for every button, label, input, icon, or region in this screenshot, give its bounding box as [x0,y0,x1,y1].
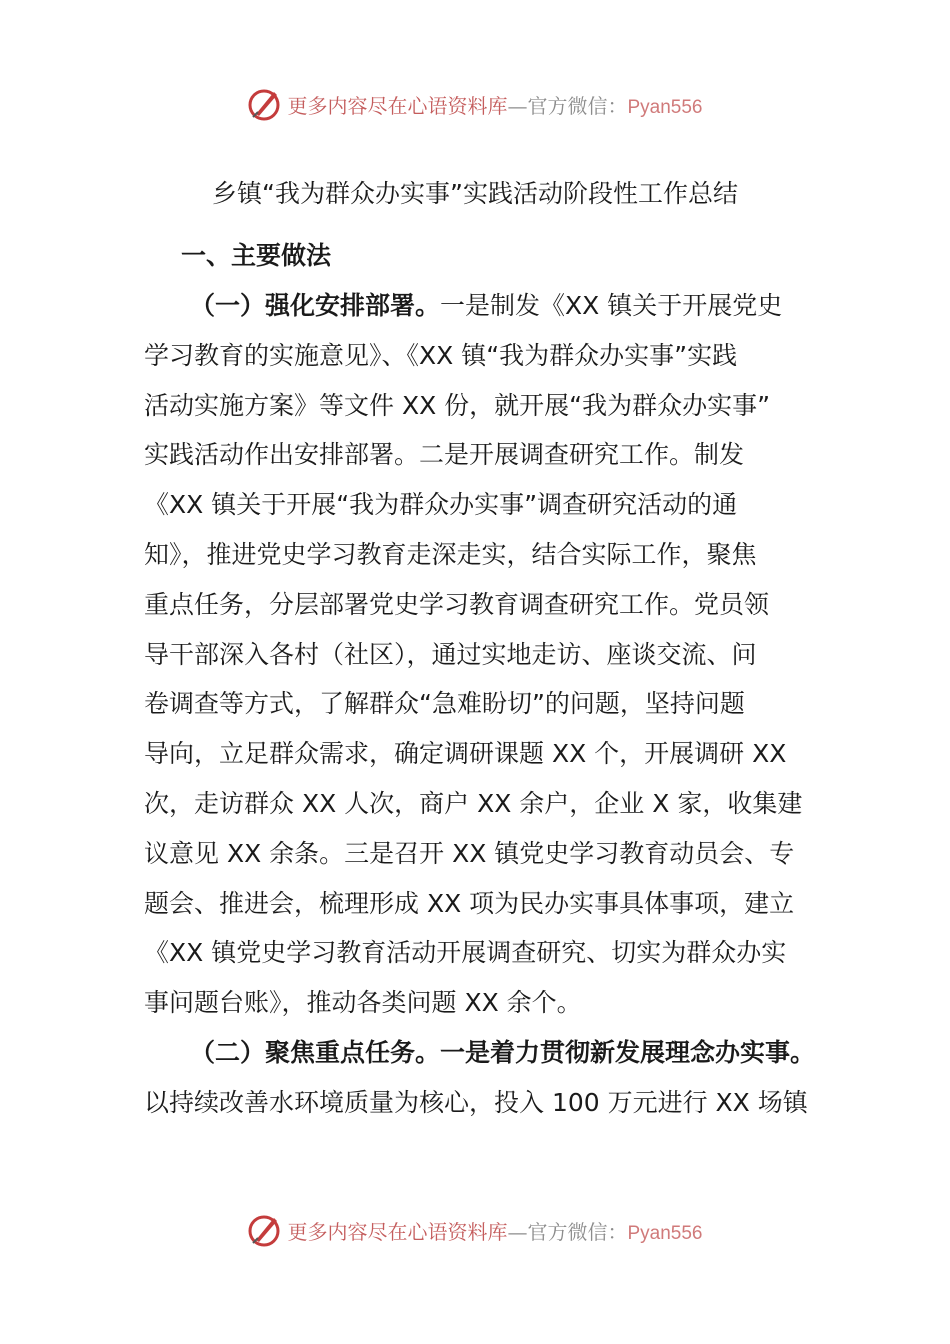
banner-wechat-id: Pyan556 [627,96,703,118]
paragraph-line: 次，走访群众 XX 人次，商户 XX 余户，企业 X 家，收集建 [144,788,803,818]
paragraph-line [144,281,824,331]
section-heading: 一、主要做法 [181,241,332,270]
paragraph-line: 实践活动作出安排部署。二是开展调查研究工作。制发 [144,440,745,470]
paragraph-line: 卷调查等方式，了解群众“急难盼切”的问题，坚持问题 [144,689,745,719]
banner-wechat-label: 官方微信： [527,93,628,118]
banner-dash: — [507,93,528,118]
footer-banner [0,1210,950,1250]
paragraph-line: 导向，立足群众需求，确定调研课题 XX 个，开展调研 XX [144,739,787,769]
quill-logo-icon [247,86,283,122]
banner-site-text: 更多内容尽在心语资料库 [287,93,508,118]
paragraph-line: 活动实施方案》等文件 XX 份，就开展“我为群众办实事” [144,390,771,420]
paragraph-1 [144,281,824,1028]
paragraph-line: 《XX 镇党史学习教育活动开展调查研究、切实为群众办实 [144,938,787,968]
paragraph-lead: （一）强化安排部署。 [190,291,441,320]
banner-text [287,90,702,119]
paragraph-2 [144,1028,824,1128]
paragraph-line: 题会、推进会，梳理形成 XX 项为民办实事具体事项，建立 [144,888,795,918]
quill-logo-icon [247,1212,283,1248]
banner-wechat-label: 官方微信： [527,1219,628,1244]
paragraph-line: 重点任务，分层部署党史学习教育调查研究工作。党员领 [144,589,770,619]
paragraph-line: 导干部深入各村（社区），通过实地走访、座谈交流、问 [144,639,757,669]
paragraph-lead: （二）聚焦重点任务。一是着力贯彻新发展理念办实事。 [190,1038,816,1067]
paragraph-line: 《XX 镇关于开展“我为群众办实事”调查研究活动的通 [144,490,738,520]
banner-wechat-id: Pyan556 [627,1222,703,1244]
banner-site-text: 更多内容尽在心语资料库 [287,1219,508,1244]
document-title: 乡镇“我为群众办实事”实践活动阶段性工作总结 [212,179,738,208]
banner-text [287,1216,702,1245]
paragraph-line: 事问题台账》，推动各类问题 XX 余个。 [144,988,582,1018]
header-banner [0,84,950,124]
paragraph-line: 以持续改善水环境质量为核心，投入 100 万元进行 XX 场镇 [144,1087,808,1117]
paragraph-text: 一是制发《XX 镇关于开展党史 [440,291,783,320]
paragraph-line: 知》，推进党史学习教育走深走实，结合实际工作，聚焦 [144,539,757,569]
paragraph-line: 学习教育的实施意见》、《XX 镇“我为群众办实事”实践 [144,340,738,370]
banner-dash: — [507,1219,528,1244]
paragraph-line: 议意见 XX 余条。三是召开 XX 镇党史学习教育动员会、专 [144,838,795,868]
